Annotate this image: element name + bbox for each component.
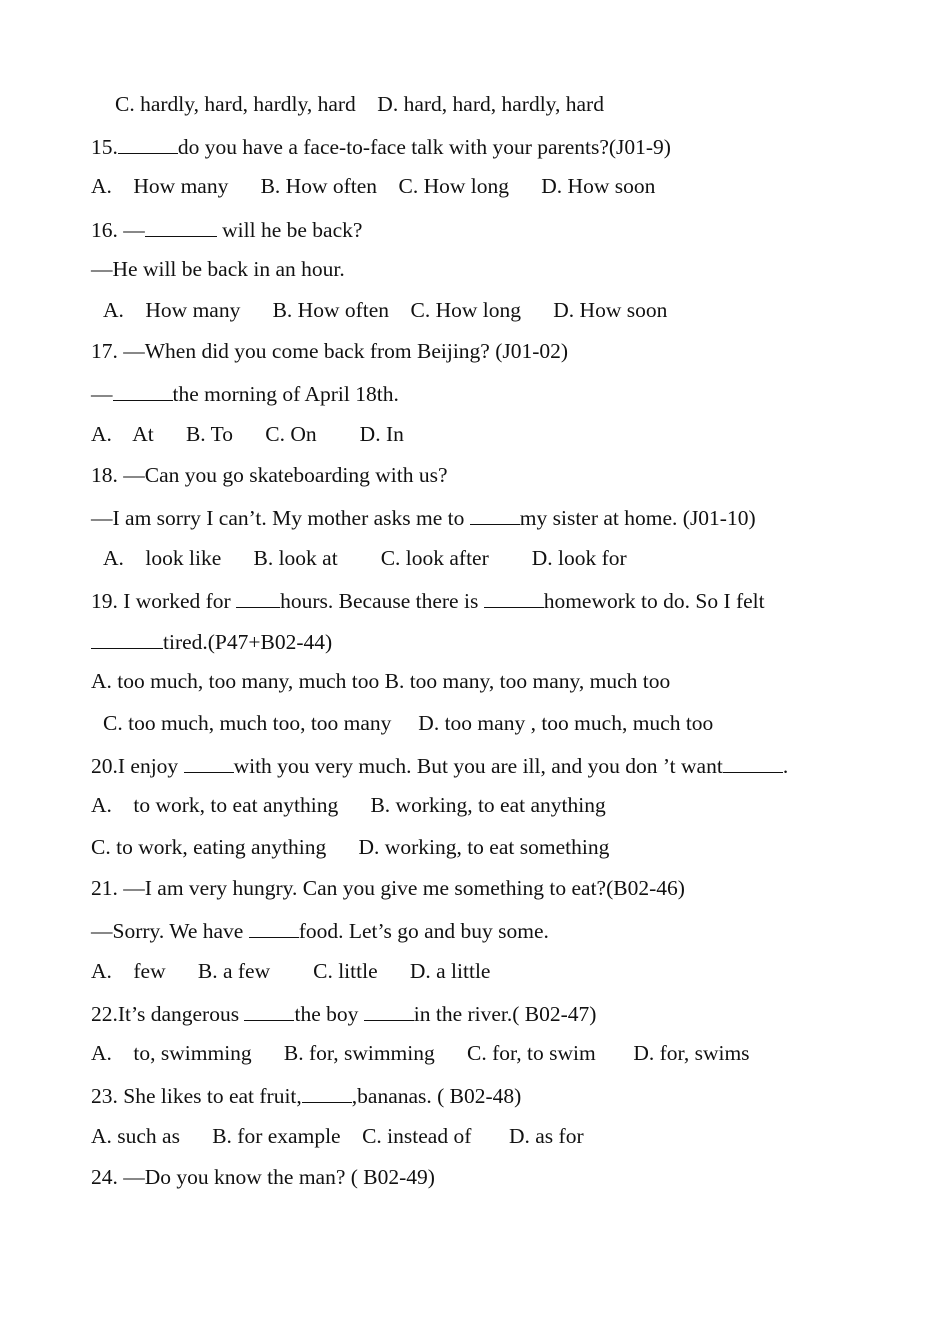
answer-blank[interactable]	[364, 998, 414, 1021]
answer-blank[interactable]	[484, 585, 544, 608]
answer-blank[interactable]	[118, 131, 178, 154]
question-21: 21. —I am very hungry. Can you give me something to eat?(B02-46)	[91, 876, 685, 900]
answer-blank[interactable]	[236, 585, 280, 608]
answer-blank[interactable]	[244, 998, 294, 1021]
question-23: 23. She likes to eat fruit, ,bananas. ( B02-48)	[91, 1080, 521, 1108]
question-20: 20.I enjoy with you very much. But you are ill, and you don ’t want .	[91, 750, 788, 778]
q19-options-cd: C. too much, much too, too many D. too many , too much, much too	[103, 711, 714, 735]
answer-blank[interactable]	[249, 915, 299, 938]
q18-answer-line: —I am sorry I can’t. My mother asks me to my sister at home. (J01-10)	[91, 502, 756, 530]
question-18: 18. —Can you go skateboarding with us?	[91, 463, 448, 487]
question-24: 24. —Do you know the man? ( B02-49)	[91, 1165, 435, 1189]
question-16: 16. — will he be back?	[91, 214, 362, 242]
q15-options: A. How many B. How often C. How long D. How soon	[91, 174, 656, 198]
q20-options-cd: C. to work, eating anything D. working, to eat something	[91, 835, 610, 859]
q21-options: A. few B. a few C. little D. a little	[91, 959, 491, 983]
answer-blank[interactable]	[91, 626, 163, 649]
answer-blank[interactable]	[723, 750, 783, 773]
q18-options: A. look like B. look at C. look after D. look for	[103, 546, 627, 570]
q17-answer-line: — the morning of April 18th.	[91, 378, 399, 406]
q17-options: A. At B. To C. On D. In	[91, 422, 404, 446]
question-19: 19. I worked for hours. Because there is homework to do. So I felt	[91, 585, 765, 613]
question-22: 22.It’s dangerous the boy in the river.( B02-47)	[91, 998, 596, 1026]
answer-blank[interactable]	[145, 214, 217, 237]
q14-options-cd: C. hardly, hard, hardly, hard D. hard, hard, hardly, hard	[115, 92, 604, 116]
q23-options: A. such as B. for example C. instead of D. as for	[91, 1124, 584, 1148]
question-19-continued: tired.(P47+B02-44)	[91, 626, 332, 654]
q21-answer-line: —Sorry. We have food. Let’s go and buy some.	[91, 915, 549, 943]
answer-blank[interactable]	[113, 378, 173, 401]
question-17: 17. —When did you come back from Beijing? (J01-02)	[91, 339, 569, 363]
answer-blank[interactable]	[302, 1080, 352, 1103]
q22-options: A. to, swimming B. for, swimming C. for, to swim D. for, swims	[91, 1041, 750, 1065]
answer-blank[interactable]	[184, 750, 234, 773]
q19-options-ab: A. too much, too many, much too B. too many, too many, much too	[91, 669, 671, 693]
question-15: 15. do you have a face-to-face talk with your parents?(J01-9)	[91, 131, 671, 159]
q20-options-ab: A. to work, to eat anything B. working, to eat anything	[91, 793, 606, 817]
q16-answer-line: —He will be back in an hour.	[91, 257, 345, 281]
q16-options: A. How many B. How often C. How long D. How soon	[103, 298, 668, 322]
answer-blank[interactable]	[470, 502, 520, 525]
